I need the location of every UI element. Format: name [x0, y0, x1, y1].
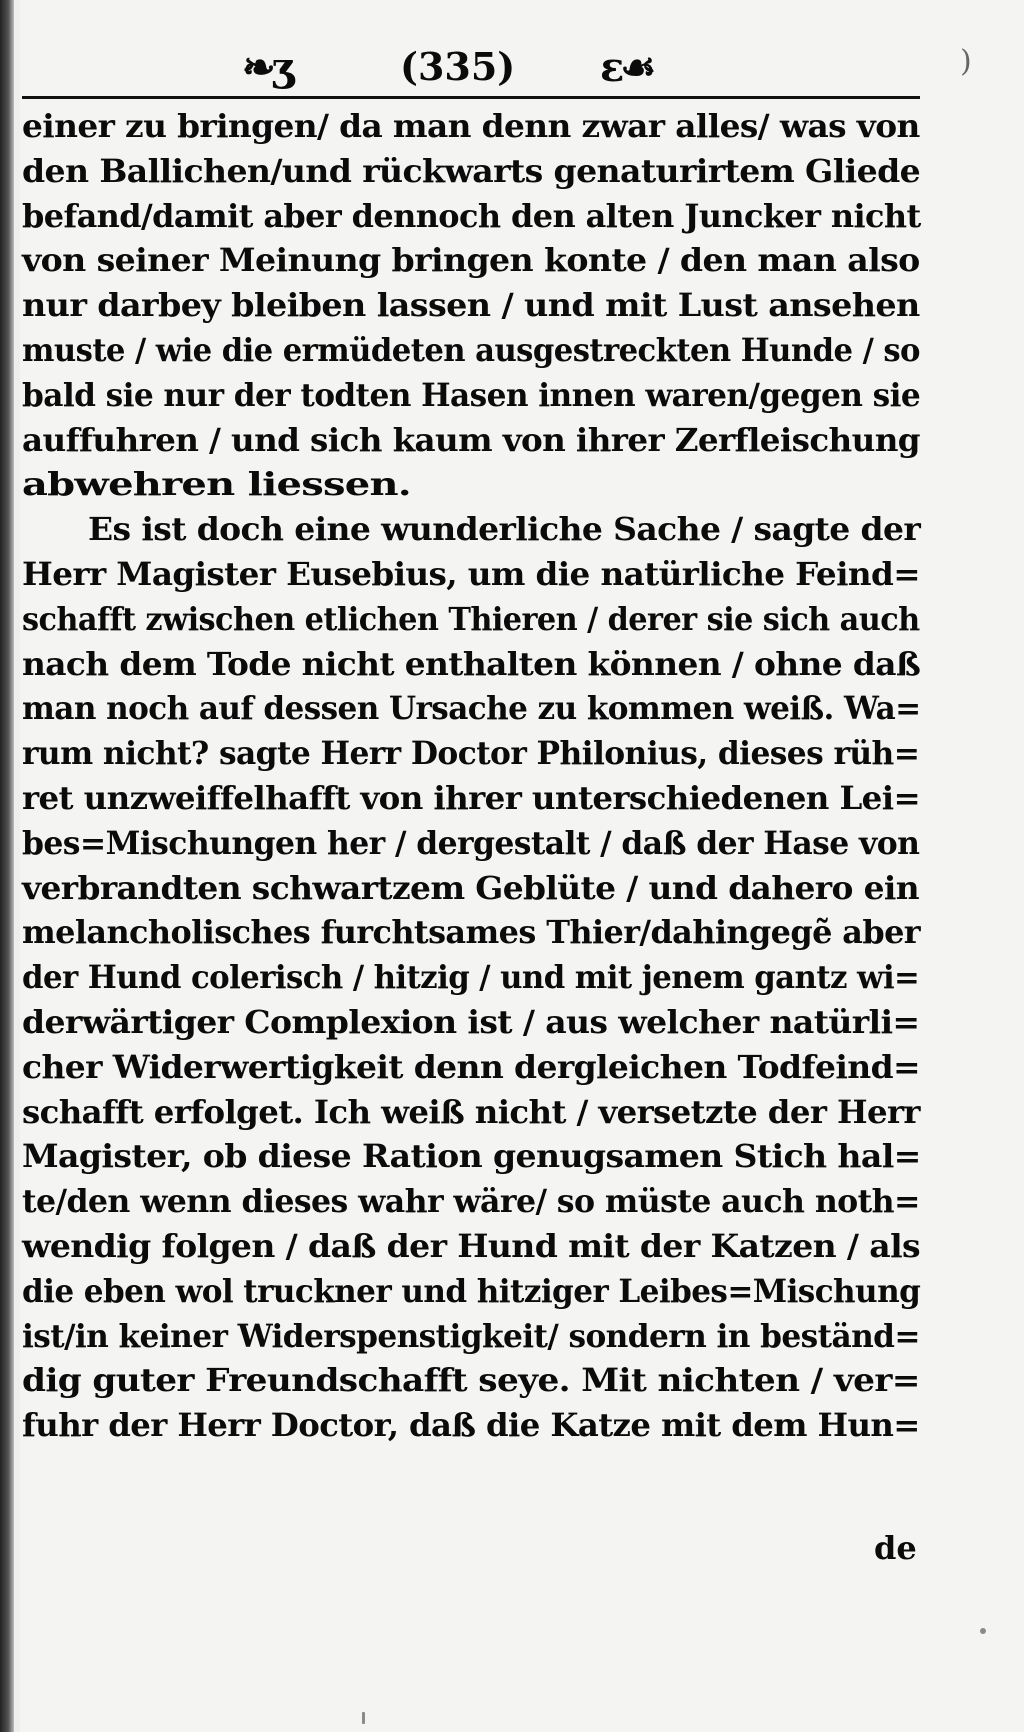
text-line: Magister, ob diese Ration genugsamen Stich hal= — [22, 1137, 921, 1176]
text-line: man noch auf dessen Ursache zu kommen weiß. Wa= — [22, 689, 921, 728]
text-line: abwehren liessen. — [22, 465, 411, 504]
book-spine-shadow — [0, 0, 14, 1732]
page-number: (335) — [400, 44, 516, 89]
running-header — [20, 38, 920, 96]
text-line: von seiner Meinung bringen konte / den man also — [22, 241, 920, 280]
text-line: dig guter Freundschafft seye. Mit nichten / ver= — [22, 1361, 920, 1400]
left-ornament: ❧ʒ — [242, 44, 291, 91]
paper-speck — [362, 1712, 365, 1724]
text-line: auffuhren / und sich kaum von ihrer Zerfleischung — [22, 420, 920, 459]
text-line: fuhr der Herr Doctor, daß die Katze mit dem Hun= — [22, 1406, 920, 1445]
text-line: muste / wie die ermüdeten ausgestreckten Hunde / so — [22, 330, 920, 369]
text-line: verbrandten schwartzem Geblüte / und dahero ein — [22, 868, 920, 907]
text-line: nur darbey bleiben lassen / und mit Lust ansehen — [22, 286, 920, 325]
text-line: cher Widerwertigkeit denn dergleichen Todfeind= — [22, 1047, 921, 1086]
text-line: bald sie nur der todten Hasen innen waren/gegen sie — [22, 375, 921, 414]
text-line: ret unzweiffelhafft von ihrer unterschiedenen Lei= — [22, 778, 921, 817]
text-line: den Ballichen/und rückwarts genaturirtem Gliede — [22, 151, 921, 190]
text-line: nach dem Tode nicht enthalten können / ohne daß — [22, 644, 921, 683]
text-line: melancholisches furchtsames Thier/dahingegẽ aber — [22, 913, 920, 952]
text-line: derwärtiger Complexion ist / aus welcher natürli= — [22, 1002, 920, 1041]
header-rule — [22, 96, 920, 99]
text-line: die eben wol truckner und hitziger Leibes=Mischung — [22, 1271, 921, 1310]
text-line: schafft erfolget. Ich weiß nicht / versetzte der Herr — [22, 1092, 920, 1131]
right-ornament: ɛ☙ — [600, 44, 653, 91]
text-line: schafft zwischen etlichen Thieren / derer sie sich auch — [22, 599, 920, 638]
text-line: der Hund colerisch / hitzig / und mit jenem gantz wi= — [22, 958, 920, 997]
text-line: ist/in keiner Widerspenstigkeit/ sondern in beständ= — [22, 1316, 920, 1355]
catchword: de — [874, 1529, 917, 1567]
text-line: bes=Mischungen her / dergestalt / daß der Hase von — [22, 823, 920, 862]
text-line: befand/damit aber dennoch den alten Juncker nicht — [22, 196, 921, 235]
body-text — [22, 104, 920, 1448]
text-line: rum nicht? sagte Herr Doctor Philonius, dieses rüh= — [22, 734, 920, 773]
paper-speck — [980, 1628, 986, 1634]
text-line: Herr Magister Eusebius, um die natürliche Feind= — [22, 554, 920, 593]
margin-mark: ) — [960, 44, 972, 79]
text-line: te/den wenn dieses wahr wäre/ so müste auch noth= — [22, 1182, 920, 1221]
text-line: einer zu bringen/ da man denn zwar alles/ was von — [22, 107, 920, 145]
text-line: wendig folgen / daß der Hund mit der Katzen / als — [22, 1226, 920, 1265]
paragraph-start-line: Es ist doch eine wunderliche Sache / sagte der — [87, 510, 921, 549]
